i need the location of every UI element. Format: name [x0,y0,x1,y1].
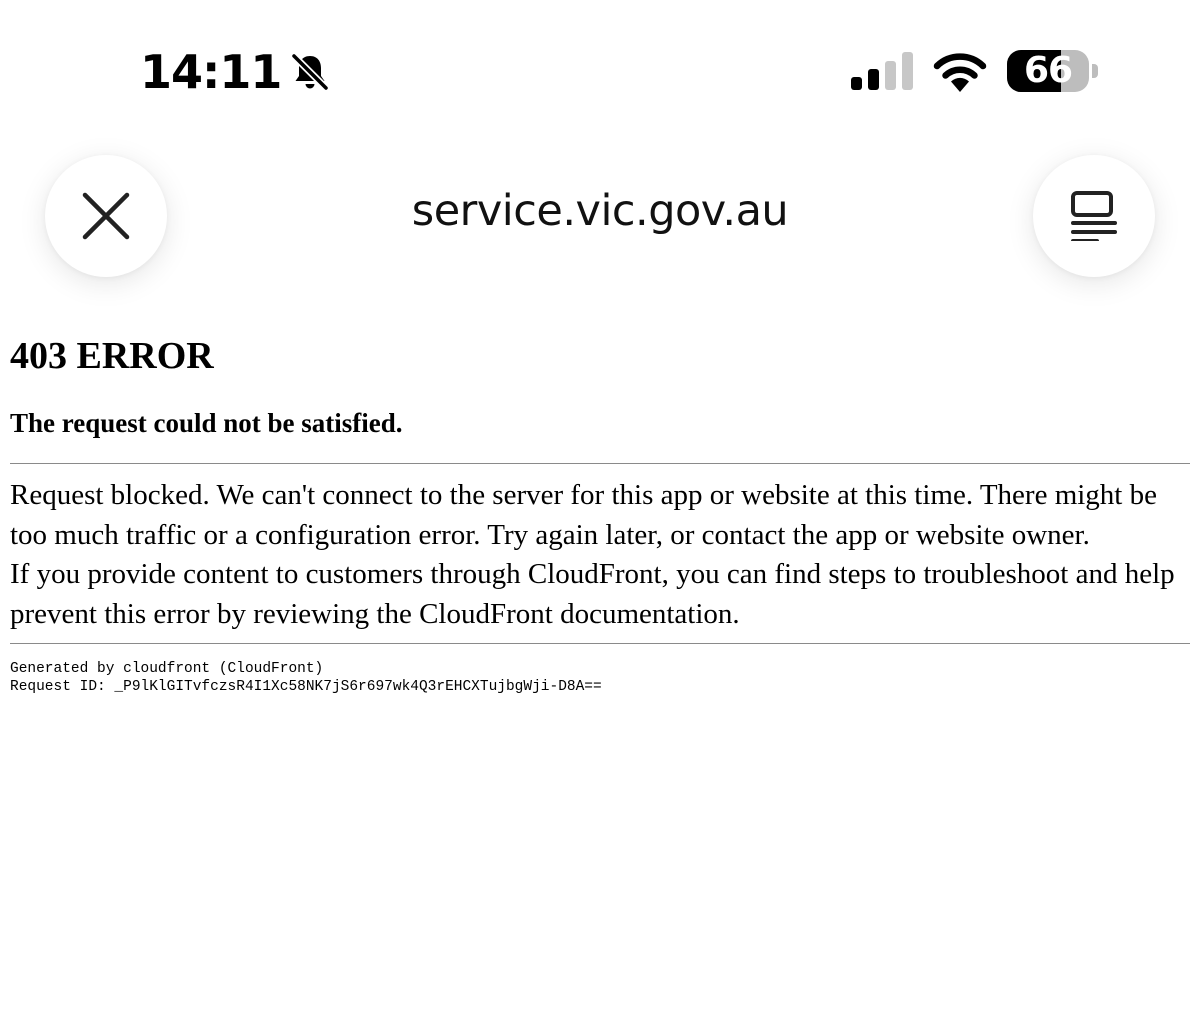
request-id-text: Request ID: _P9lKlGITvfczsR4I1Xc58NK7jS6r697wk4Q3rEHCXTujbgWji-D8A== [10,679,602,695]
reader-mode-icon [1069,191,1119,241]
clock-group [140,44,331,100]
battery-body [1007,50,1089,92]
battery-icon [1007,50,1099,92]
status-bar [0,0,1200,120]
divider [10,463,1190,464]
error-paragraph-1: Request blocked. We can't connect to the server for this app or website at this time. There might be too much traffic or a configuration error. Try again later, or contact the app or website owner. [10,479,1157,551]
reader-mode-button[interactable] [1033,155,1155,277]
error-description [10,476,1192,634]
generated-by-text: Generated by cloudfront (CloudFront) [10,661,324,677]
error-title: 403 ERROR [10,335,214,377]
bell-slash-icon [289,51,331,93]
error-paragraph-2: If you provide content to customers through CloudFront, you can find steps to troubleshoot and help prevent this error by reviewing the CloudFront documentation. [10,558,1175,630]
cellular-signal-icon [851,52,913,90]
close-button[interactable] [45,155,167,277]
battery-cap [1092,64,1098,78]
status-time: 14:11 [140,45,282,99]
divider [10,643,1190,644]
error-page [10,330,1192,696]
close-icon [79,189,133,243]
battery-percent: 66 [1023,50,1073,91]
wifi-icon [932,50,988,92]
error-footer [10,660,1192,696]
page-url[interactable]: service.vic.gov.au [411,186,789,236]
error-subtitle: The request could not be satisfied. [10,408,403,438]
